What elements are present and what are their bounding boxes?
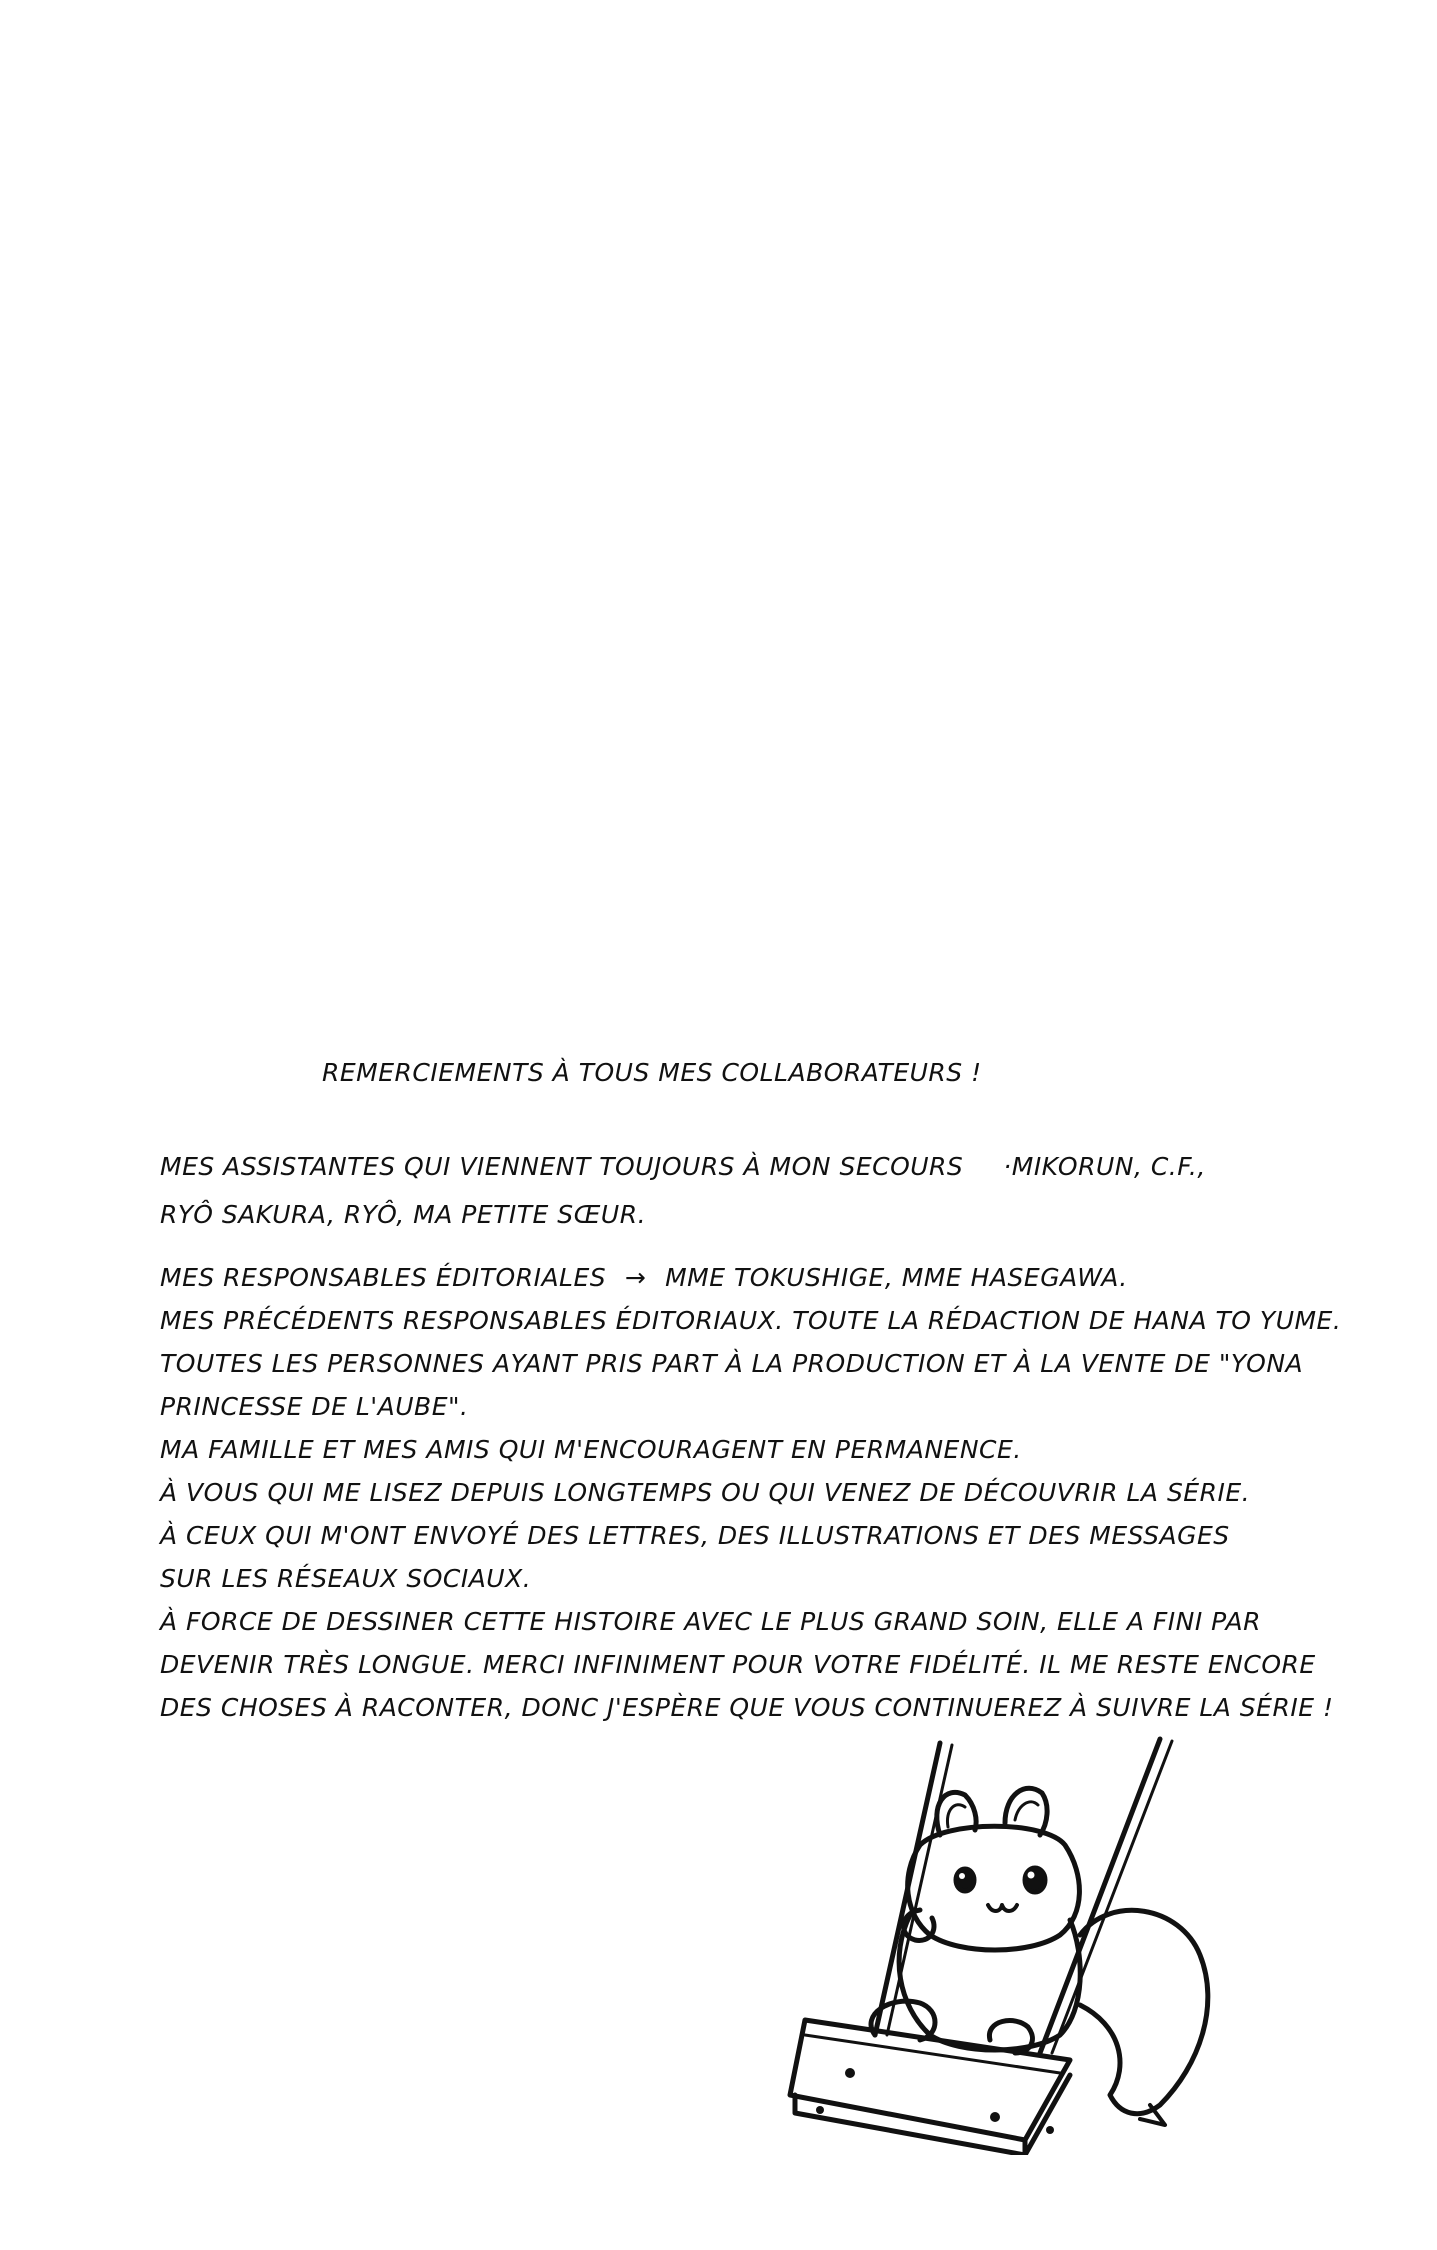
acknowledgements-title: REMERCIEMENTS À TOUS MES COLLABORATEURS ! bbox=[322, 1058, 982, 1087]
squirrel-swing-illustration bbox=[780, 1735, 1250, 2155]
swing-rope-right bbox=[1040, 1739, 1160, 2053]
squirrel-mouth-icon bbox=[988, 1905, 1017, 1911]
swing-rope-right-inner bbox=[1052, 1741, 1172, 2053]
squirrel-tail-icon bbox=[1080, 1910, 1208, 2113]
editors-line bbox=[160, 1256, 1341, 1299]
squirrel-eye-left-icon bbox=[956, 1869, 974, 1891]
arrow-right-icon: → bbox=[624, 1263, 647, 1292]
paragraph-line: DES CHOSES À RACONTER, DONC J'ESPÈRE QUE VOUS CONTINUEREZ À SUIVRE LA SÉRIE ! bbox=[160, 1693, 1334, 1722]
paragraph-line: À FORCE DE DESSINER CETTE HISTOIRE AVEC LE PLUS GRAND SOIN, ELLE A FINI PAR bbox=[160, 1607, 1261, 1636]
paragraph-line: SUR LES RÉSEAUX SOCIAUX. bbox=[160, 1564, 532, 1593]
thanks-paragraph bbox=[160, 1256, 1341, 1729]
swing-rope-left-inner bbox=[887, 1745, 952, 2035]
assistants-names-line2: RYÔ SAKURA, RYÔ, MA PETITE SŒUR. bbox=[160, 1200, 647, 1229]
editors-names: MME TOKUSHIGE, MME HASEGAWA. bbox=[665, 1263, 1128, 1292]
paragraph-line: À VOUS QUI ME LISEZ DEPUIS LONGTEMPS OU QUI VENEZ DE DÉCOUVRIR LA SÉRIE. bbox=[160, 1478, 1251, 1507]
paragraph-line: TOUTES LES PERSONNES AYANT PRIS PART À LA PRODUCTION ET À LA VENTE DE "YONA bbox=[160, 1349, 1304, 1378]
squirrel-eye-right-icon bbox=[1025, 1868, 1045, 1892]
paragraph-line: DEVENIR TRÈS LONGUE. MERCI INFINIMENT POUR VOTRE FIDÉLITÉ. IL ME RESTE ENCORE bbox=[160, 1650, 1316, 1679]
editors-intro: MES RESPONSABLES ÉDITORIALES bbox=[160, 1263, 607, 1292]
assistants-names-line1: ·MIKORUN, C.F., bbox=[1003, 1152, 1206, 1181]
paragraph-line: MES PRÉCÉDENTS RESPONSABLES ÉDITORIAUX. TOUTE LA RÉDACTION DE HANA TO YUME. bbox=[160, 1306, 1342, 1335]
paragraph-line: À CEUX QUI M'ONT ENVOYÉ DES LETTRES, DES ILLUSTRATIONS ET DES MESSAGES bbox=[160, 1521, 1230, 1550]
assistants-paragraph bbox=[160, 1143, 1206, 1239]
paragraph-line: MA FAMILLE ET MES AMIS QUI M'ENCOURAGENT EN PERMANENCE. bbox=[160, 1435, 1022, 1464]
assistants-intro: MES ASSISTANTES QUI VIENNENT TOUJOURS À MON SECOURS bbox=[160, 1152, 964, 1181]
paragraph-line: PRINCESSE DE L'AUBE". bbox=[160, 1392, 469, 1421]
